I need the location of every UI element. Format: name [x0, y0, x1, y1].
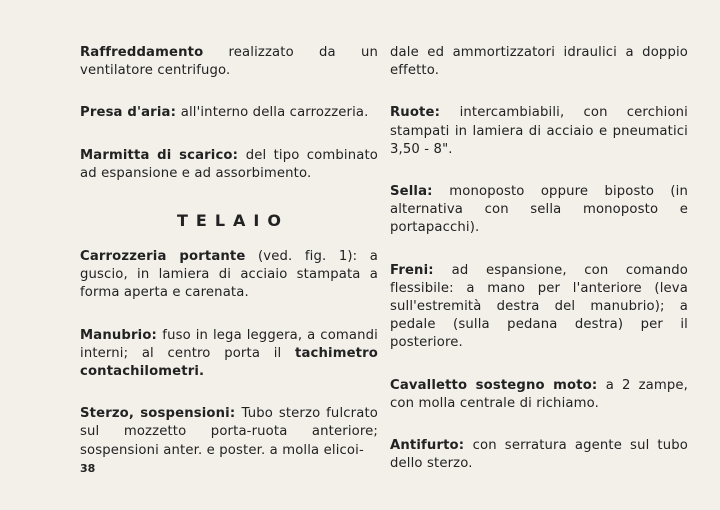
paragraph-antifurto: Antifurto: con serratura agente sul tubo dello sterzo.: [390, 438, 688, 472]
paragraph-freni: Freni: ad espansione, con comando flessibile: a mano per l'anteriore (leva sull'estremità destra del manubrio); a pedale (sulla pedana destra) per il posteriore.: [390, 262, 688, 351]
paragraph-sella: Sella: monoposto oppure biposto (in alternativa con sella monoposto e portapacchi).: [390, 184, 688, 236]
paragraph-ruote: Ruote: intercambiabili, con cerchioni stampati in lamiera di acciaio e pneumatici 3,50 - 8".: [390, 105, 688, 157]
paragraph-raffreddamento: Raffreddamento realizzato da un ventilatore centrifugo.: [80, 45, 378, 79]
section-title: TELAIO: [177, 211, 289, 231]
right-column: [390, 44, 688, 497]
paragraph-sterzo: Sterzo, sospensioni: Tubo sterzo fulcrato sul mozzetto porta-ruota anteriore; sospensioni anter. e poster. a molla elicoi-: [80, 406, 378, 458]
left-column: [80, 44, 378, 484]
paragraph-continuation: dale ed ammortizzatori idraulici a doppio effetto.: [390, 45, 688, 79]
paragraph-marmitta: Marmitta di scarico: del tipo combinato ad espansione e ad assorbimento.: [80, 147, 378, 181]
paragraph-cavalletto: Cavalletto sostegno moto: a 2 zampe, con molla centrale di richiamo.: [390, 377, 688, 411]
paragraph-manubrio: Manubrio: fuso in lega leggera, a comandi interni; al centro porta il tachimetro contachilometri.: [80, 327, 378, 380]
page-number: 38: [80, 462, 96, 475]
paragraph-carrozzeria: Carrozzeria portante (ved. fig. 1): a guscio, in lamiera di acciaio stampata a forma aperta e carenata.: [80, 249, 379, 301]
paragraph-presa-aria: Presa d'aria: all'interno della carrozzeria.: [80, 105, 369, 121]
